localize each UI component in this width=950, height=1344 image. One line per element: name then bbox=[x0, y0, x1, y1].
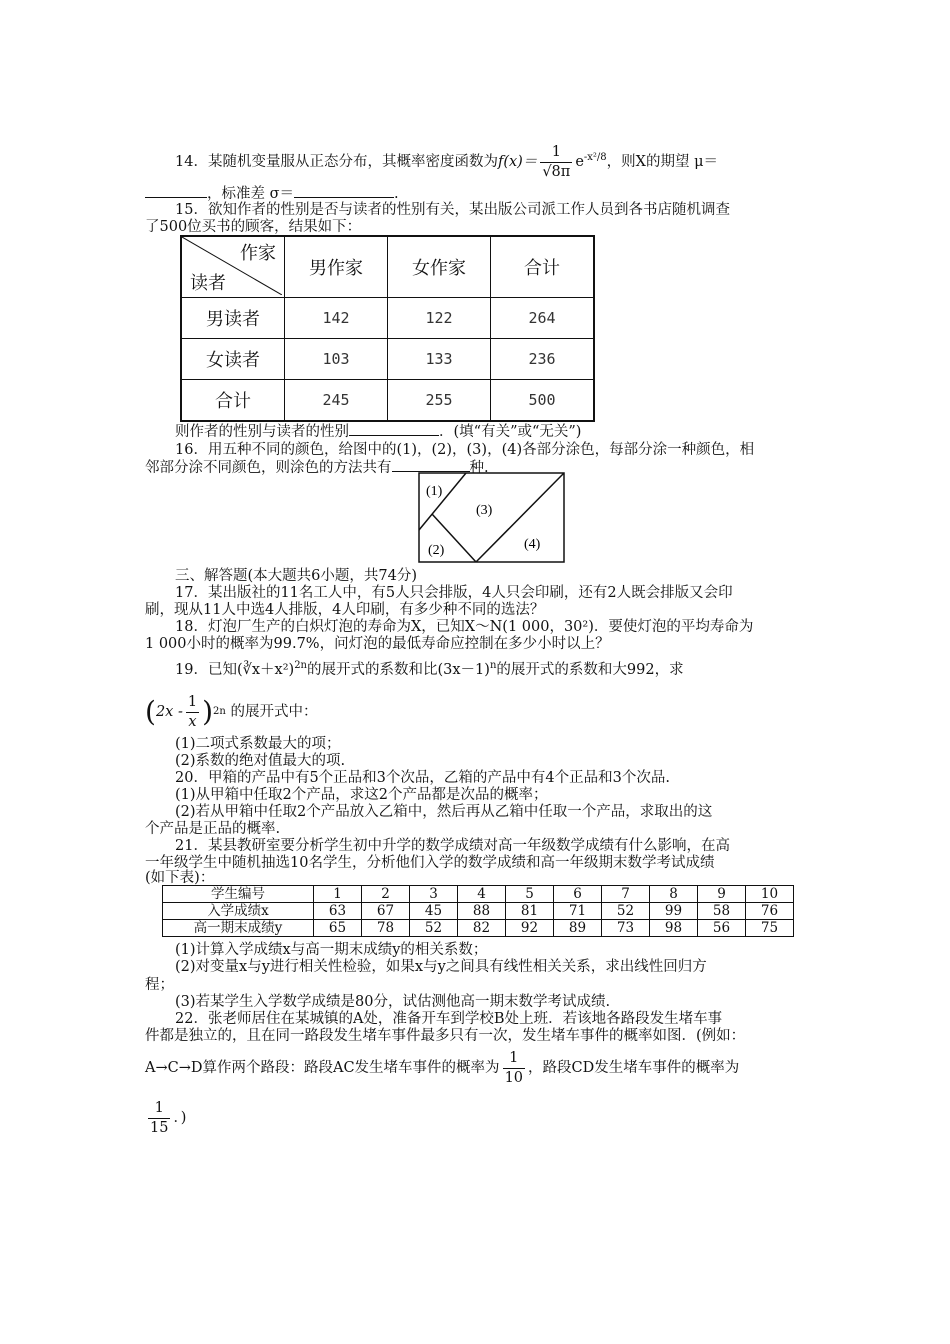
q21-table bbox=[162, 885, 794, 937]
cell: 76 bbox=[746, 903, 794, 920]
table-row bbox=[181, 380, 594, 422]
q16-figure bbox=[418, 472, 566, 564]
q15-line1: 15．欲知作者的性别是否与读者的性别有关，某出版公司派工作人员到各书店随机调查 bbox=[175, 202, 730, 218]
cell: 142 bbox=[285, 298, 388, 339]
cell: 133 bbox=[388, 339, 491, 380]
q21-sub3: (3)若某学生入学数学成绩是80分，试估测他高一期末数学考试成绩. bbox=[175, 994, 611, 1010]
row-label: 入学成绩x bbox=[163, 903, 314, 920]
cell: 65 bbox=[314, 920, 362, 937]
cell: 2 bbox=[362, 886, 410, 903]
q16-blank bbox=[392, 457, 470, 472]
q20-sub1: (1)从甲箱中任取2个产品，求这2个产品都是次品的概率； bbox=[175, 787, 548, 803]
q15-blank bbox=[349, 421, 439, 436]
row-label: 学生编号 bbox=[163, 886, 314, 903]
cell: 81 bbox=[506, 903, 554, 920]
q14-line1: 14．某随机变量服从正态分布，其概率密度函数为f(x)＝ $\frac{1}{√8\pi}$ $e^{-x^2/8}$，则X的期望 μ＝ bbox=[175, 144, 719, 180]
row-label: 女读者 bbox=[181, 339, 285, 380]
q14-line2: ，标准差 σ＝ . bbox=[145, 183, 399, 204]
cell: 245 bbox=[285, 380, 388, 422]
cell: 89 bbox=[554, 920, 602, 937]
q15-table bbox=[180, 235, 595, 422]
q18-line2: 1 000小时的概率为99.7%，问灯泡的最低寿命应控制在多少小时以上？ bbox=[145, 636, 610, 652]
table-row bbox=[181, 339, 594, 380]
cell: 1 bbox=[314, 886, 362, 903]
q17-line1: 17．某出版社的11名工人中，有5人只会排版，4人只会印刷，还有2人既会排版又会印 bbox=[175, 585, 733, 601]
cell: 236 bbox=[491, 339, 595, 380]
cell: 8 bbox=[650, 886, 698, 903]
cell: 3 bbox=[410, 886, 458, 903]
q16-line1: 16．用五种不同的颜色，给图中的(1)，(2)，(3)，(4)各部分涂色，每部分涂一种颜色，相 bbox=[175, 442, 755, 458]
cell: 10 bbox=[746, 886, 794, 903]
q14-blank-sd bbox=[294, 183, 394, 198]
q22-line1: 22．张老师居住在某城镇的A处，准备开车到学校B处上班．若该地各路段发生堵车事 bbox=[175, 1011, 723, 1027]
q21-sub1: (1)计算入学成绩x与高一期末成绩y的相关系数； bbox=[175, 942, 488, 958]
col-header: 合计 bbox=[491, 236, 595, 298]
cell: 264 bbox=[491, 298, 595, 339]
q15-line2: 了500位买书的顾客，结果如下： bbox=[145, 219, 362, 235]
region-3-label: (3) bbox=[476, 503, 493, 518]
row-label: 合计 bbox=[181, 380, 285, 422]
cell: 52 bbox=[410, 920, 458, 937]
cell: 78 bbox=[362, 920, 410, 937]
q21-sub2b: 程； bbox=[145, 977, 174, 993]
cell: 52 bbox=[602, 903, 650, 920]
cell: 122 bbox=[388, 298, 491, 339]
cell: 6 bbox=[554, 886, 602, 903]
cell: 71 bbox=[554, 903, 602, 920]
cell: 88 bbox=[458, 903, 506, 920]
cell: 500 bbox=[491, 380, 595, 422]
cell: 9 bbox=[698, 886, 746, 903]
row-label: 高一期末成绩y bbox=[163, 920, 314, 937]
q22-line2: 件都是独立的，且在同一路段发生堵车事件最多只有一次，发生堵车事件的概率如图．(例如： bbox=[145, 1028, 746, 1044]
q20-sub2b: 个产品是正品的概率. bbox=[145, 821, 281, 837]
q22-fraction-2: $\frac{1}{15}$ bbox=[150, 1100, 169, 1136]
q22-fraction-1: $\frac{1}{10}$ bbox=[504, 1050, 524, 1086]
cell: 73 bbox=[602, 920, 650, 937]
cell: 75 bbox=[746, 920, 794, 937]
q19-line2: (2x - $\frac{1}{x}$ )$^{2n}$ 的展开式中： bbox=[145, 694, 318, 730]
section-title: 三、解答题(本大题共6小题，共74分) bbox=[175, 568, 417, 584]
corner-bottom-label: 读者 bbox=[190, 273, 226, 294]
q21-line3: (如下表)： bbox=[145, 870, 215, 886]
cell: 56 bbox=[698, 920, 746, 937]
q14-fraction: $\frac{1}{√8\pi}$ bbox=[542, 144, 571, 180]
corner-top-label: 作家 bbox=[240, 243, 276, 264]
cell: 92 bbox=[506, 920, 554, 937]
q22-line3: A→C→D算作两个路段：路段AC发生堵车事件的概率为 $\frac{1}{10}$ ，路段CD发生堵车事件的概率为 bbox=[145, 1050, 740, 1086]
q15-after: 则作者的性别与读者的性别 ．(填“有关”或“无关”) bbox=[175, 421, 581, 442]
q19-sub2: (2)系数的绝对值最大的项. bbox=[175, 753, 346, 769]
col-header: 女作家 bbox=[388, 236, 491, 298]
q19-sub1: (1)二项式系数最大的项； bbox=[175, 736, 341, 752]
q21-line1: 21．某县教研室要分析学生初中升学的数学成绩对高一年级数学成绩有什么影响，在高 bbox=[175, 838, 730, 854]
cell: 58 bbox=[698, 903, 746, 920]
q16-line2: 邻部分涂不同颜色，则涂色的方法共有 种. bbox=[145, 457, 489, 478]
table-row bbox=[181, 298, 594, 339]
row-label: 男读者 bbox=[181, 298, 285, 339]
q17-line2: 刷，现从11人中选4人排版，4人印刷，有多少种不同的选法？ bbox=[145, 602, 545, 618]
cell: 5 bbox=[506, 886, 554, 903]
q18-line1: 18．灯泡厂生产的白炽灯泡的寿命为X，已知X～N(1 000，30²)．要使灯泡的平均寿命为 bbox=[175, 619, 754, 635]
cell: 7 bbox=[602, 886, 650, 903]
q21-sub2: (2)对变量x与y进行相关性检验，如果x与y之间具有线性相关关系，求出线性回归方 bbox=[175, 959, 707, 975]
q20-line1: 20．甲箱的产品中有5个正品和3个次品，乙箱的产品中有4个正品和3个次品. bbox=[175, 770, 670, 786]
table-row bbox=[163, 886, 794, 903]
region-4-label: (4) bbox=[524, 537, 541, 552]
cell: 98 bbox=[650, 920, 698, 937]
col-header: 男作家 bbox=[285, 236, 388, 298]
cell: 103 bbox=[285, 339, 388, 380]
q22-line4: $\frac{1}{15}$ ．) bbox=[150, 1100, 187, 1136]
region-2-label: (2) bbox=[428, 543, 445, 558]
q21-line2: 一年级学生中随机抽选10名学生，分析他们入学的数学成绩和高一年级期末数学考试成绩 bbox=[145, 855, 715, 871]
table-row bbox=[163, 903, 794, 920]
q14-blank-mean bbox=[145, 183, 207, 198]
q20-sub2: (2)若从甲箱中任取2个产品放入乙箱中，然后再从乙箱中任取一个产品，求取出的这 bbox=[175, 804, 713, 820]
q19-line1: 19．已知(∛x＋x²)$^{2n}$的展开式的系数和比$(3x-1)^n$的展开式的系数和大992，求 bbox=[175, 660, 684, 678]
cell: 45 bbox=[410, 903, 458, 920]
table-row bbox=[163, 920, 794, 937]
q15-corner-cell bbox=[181, 236, 285, 298]
cell: 99 bbox=[650, 903, 698, 920]
cell: 63 bbox=[314, 903, 362, 920]
cell: 67 bbox=[362, 903, 410, 920]
region-1-label: (1) bbox=[426, 484, 443, 499]
cell: 82 bbox=[458, 920, 506, 937]
cell: 255 bbox=[388, 380, 491, 422]
cell: 4 bbox=[458, 886, 506, 903]
q19-fraction: $\frac{1}{x}$ bbox=[187, 694, 198, 730]
